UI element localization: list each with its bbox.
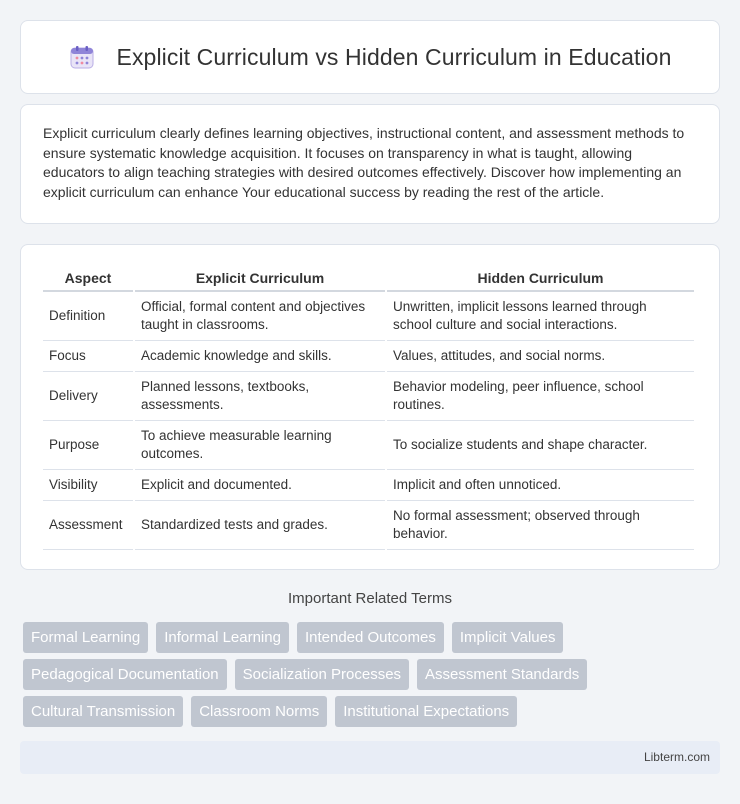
cell-hidden: No formal assessment; observed through behavior.	[387, 501, 694, 550]
cell-hidden: Unwritten, implicit lessons learned through school culture and social interactions.	[387, 292, 694, 341]
cell-hidden: Values, attitudes, and social norms.	[387, 341, 694, 372]
cell-hidden: Behavior modeling, peer influence, school routines.	[387, 372, 694, 421]
table-row	[43, 421, 694, 470]
cell-aspect: Purpose	[43, 421, 133, 470]
term-tag[interactable]: Formal Learning	[23, 622, 148, 653]
table-row	[43, 470, 694, 501]
table-row	[43, 341, 694, 372]
footer-site-link[interactable]: Libterm.com	[643, 750, 710, 764]
term-tag[interactable]: Socialization Processes	[235, 659, 409, 690]
cell-aspect: Definition	[43, 292, 133, 341]
header-aspect: Aspect	[43, 263, 133, 292]
table-header-row	[43, 263, 694, 292]
related-terms-title: Important Related Terms	[288, 590, 452, 607]
intro-text: Explicit curriculum clearly defines learning objectives, instructional content, and assessment methods to ensure systematic knowledge acquisition. It focuses on transparency in what is taught, allowing educators to align teaching strategies with desired outcomes effectively. Discover how implementing an explicit curriculum can enhance Your educational success by reading the rest of the article.	[43, 125, 685, 200]
cell-hidden: Implicit and often unnoticed.	[387, 470, 694, 501]
term-tag[interactable]: Institutional Expectations	[335, 696, 517, 727]
term-tag[interactable]: Implicit Values	[452, 622, 564, 653]
term-tag[interactable]: Pedagogical Documentation	[23, 659, 227, 690]
cell-aspect: Assessment	[43, 501, 133, 550]
cell-aspect: Focus	[43, 341, 133, 372]
intro-card	[20, 104, 720, 224]
term-tag[interactable]: Cultural Transmission	[23, 696, 183, 727]
header-hidden: Hidden Curriculum	[387, 263, 694, 292]
cell-explicit: Planned lessons, textbooks, assessments.	[135, 372, 385, 421]
cell-aspect: Visibility	[43, 470, 133, 501]
footer	[20, 741, 720, 774]
cell-explicit: Official, formal content and objectives taught in classrooms.	[135, 292, 385, 341]
related-terms-list	[23, 622, 723, 733]
table-row	[43, 292, 694, 341]
term-tag[interactable]: Intended Outcomes	[297, 622, 444, 653]
calendar-icon	[69, 44, 95, 70]
cell-hidden: To socialize students and shape character.	[387, 421, 694, 470]
header-explicit: Explicit Curriculum	[135, 263, 385, 292]
cell-explicit: Explicit and documented.	[135, 470, 385, 501]
cell-explicit: To achieve measurable learning outcomes.	[135, 421, 385, 470]
title-card	[20, 20, 720, 94]
cell-explicit: Standardized tests and grades.	[135, 501, 385, 550]
comparison-table-card	[20, 244, 720, 570]
page-title: Explicit Curriculum vs Hidden Curriculum in Education	[116, 43, 672, 70]
cell-explicit: Academic knowledge and skills.	[135, 341, 385, 372]
term-tag[interactable]: Classroom Norms	[191, 696, 327, 727]
table-row	[43, 501, 694, 550]
cell-aspect: Delivery	[43, 372, 133, 421]
term-tag[interactable]: Assessment Standards	[417, 659, 587, 690]
comparison-table	[41, 263, 696, 550]
term-tag[interactable]: Informal Learning	[156, 622, 289, 653]
table-row	[43, 372, 694, 421]
